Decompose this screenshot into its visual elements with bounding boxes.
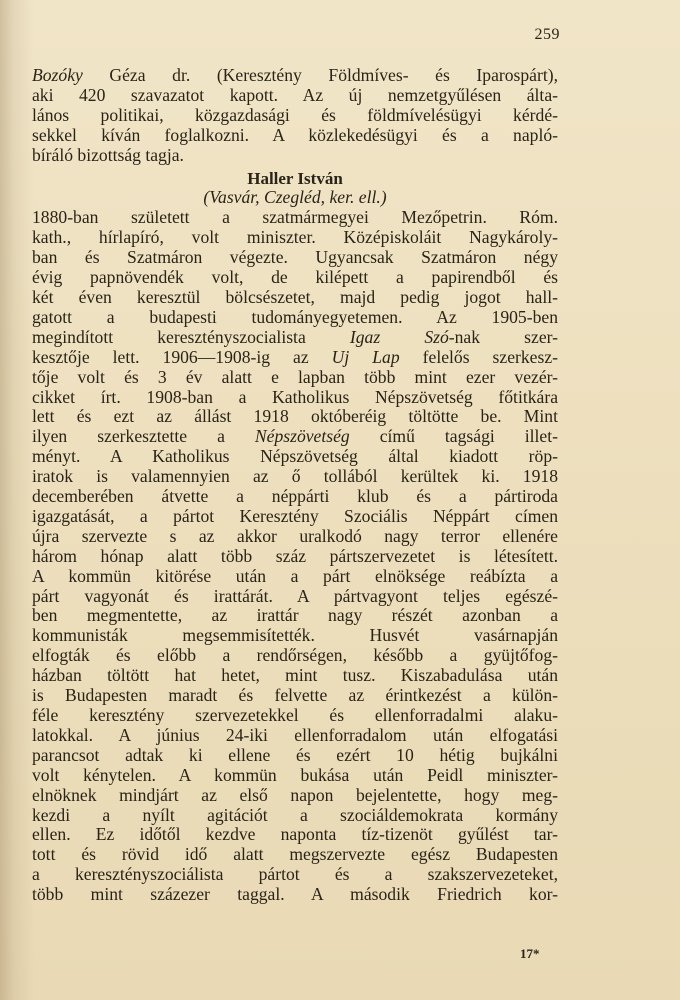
text-run: kath., hírlapíró, volt miniszter. Középiskoláit Nagykároly- bbox=[32, 228, 558, 248]
text-line bbox=[32, 547, 558, 567]
text-line bbox=[32, 527, 558, 547]
text-line bbox=[32, 806, 558, 826]
text-line bbox=[32, 567, 558, 587]
text-run: több mint százezer taggal. A második Friedrich kor- bbox=[32, 885, 558, 905]
text-run: házban töltött hat hetet, mint tusz. Kiszabadulása után bbox=[32, 666, 558, 686]
text-line bbox=[32, 208, 558, 228]
italic-text: Uj Lap bbox=[331, 347, 400, 367]
text-line bbox=[32, 487, 558, 507]
text-run: cikket írt. 1908-ban a Katholikus Népszövetség főtitkára bbox=[32, 387, 558, 407]
text-run: lános politikai, közgazdasági és földmívelésügyi kérdé- bbox=[32, 105, 558, 125]
text-run: latokkal. A június 24-iki ellenforradalom után elfogatási bbox=[32, 725, 558, 745]
text-run: -nak szer- bbox=[448, 327, 558, 347]
text-line bbox=[32, 606, 558, 626]
text-line bbox=[32, 786, 558, 806]
text-line bbox=[32, 228, 558, 248]
italic-text: Vasvár, Czegléd, ker. ell. bbox=[209, 188, 381, 208]
text-run: ) bbox=[380, 188, 387, 208]
text-run: parancsot adtak ki ellene és ezért 10 hétig bujkálni bbox=[32, 745, 558, 765]
text-line bbox=[32, 348, 558, 368]
text-line bbox=[32, 146, 558, 166]
section-subheading bbox=[32, 188, 558, 208]
text-run: felelős szerkesz- bbox=[399, 347, 558, 367]
text-line bbox=[32, 288, 558, 308]
text-line bbox=[32, 726, 558, 746]
text-run: Géza dr. (Keresztény Földmíves- és Iparospárt), bbox=[82, 66, 558, 85]
text-line bbox=[32, 746, 558, 766]
text-run: lett és ezt az állást 1918 októberéig töltötte be. Mint bbox=[32, 407, 558, 427]
text-run: ellen. Ez időtől kezdve naponta tíz-tizenöt gyűlést tar- bbox=[32, 825, 558, 845]
section-heading bbox=[32, 169, 558, 189]
text-run: ményt. A Katholikus Népszövetség által kiadott röp- bbox=[32, 447, 558, 467]
text-line bbox=[32, 885, 558, 905]
text-run: sekkel kíván foglalkozni. A közlekedésügyi és a napló- bbox=[32, 125, 558, 145]
italic-text: Bozóky bbox=[32, 66, 83, 85]
text-line bbox=[32, 106, 558, 126]
text-line bbox=[32, 706, 558, 726]
text-run: tott és rövid idő alatt megszervezte egész Budapesten bbox=[32, 845, 558, 865]
text-run: ben megmentette, az irattár nagy részét azonban a bbox=[32, 606, 558, 626]
text-line bbox=[32, 646, 558, 666]
text-run: kezdi a nyílt agitációt a szociáldemokrata kormány bbox=[32, 805, 558, 825]
text-line bbox=[32, 308, 558, 328]
text-line bbox=[32, 447, 558, 467]
text-run: ( bbox=[203, 188, 210, 208]
text-run: ban és Szatmáron végezte. Ugyancsak Szatmáron négy bbox=[32, 248, 558, 268]
text-run: 1880-ban született a szatmármegyei Mezőpetrin. Róm. bbox=[32, 208, 558, 228]
text-run: című tagsági illet- bbox=[349, 427, 558, 447]
text-run: igazgatását, a pártot Keresztény Szociális Néppárt címen bbox=[32, 506, 558, 526]
text-run: volt kénytelen. A kommün bukása után Peidl miniszter- bbox=[32, 765, 558, 785]
signature-mark: 17* bbox=[520, 946, 540, 961]
text-line bbox=[32, 248, 558, 268]
text-run: tője volt és 3 év alatt e lapban több mint ezer vezér- bbox=[32, 367, 558, 387]
text-run: decemberében átvette a néppárti klub és a pártiroda bbox=[32, 487, 558, 507]
text-line bbox=[32, 587, 558, 607]
text-run: megindított keresztényszocialista bbox=[32, 327, 350, 347]
text-line bbox=[32, 865, 558, 885]
text-run: bíráló bizottság tagja. bbox=[32, 145, 184, 165]
text-run: A kommün kitörése után a párt elnöksége reábízta a bbox=[32, 566, 558, 586]
text-line bbox=[32, 766, 558, 786]
text-run: gatott a budapesti tudományegyetemen. Az 1905-ben bbox=[32, 307, 558, 327]
page-number: 259 bbox=[534, 26, 560, 43]
text-line bbox=[32, 467, 558, 487]
text-run: párt vagyonát és irattárát. A pártvagyont teljes egészé- bbox=[32, 586, 558, 606]
text-run: ilyen szerkesztette a bbox=[32, 427, 255, 447]
text-line bbox=[32, 407, 558, 427]
text-line bbox=[32, 626, 558, 646]
text-run: kommunisták megsemmisítették. Husvét vasárnapján bbox=[32, 626, 558, 646]
text-run: kesztője lett. 1906—1908-ig az bbox=[32, 347, 332, 367]
italic-text: Igaz Szó bbox=[349, 327, 449, 347]
text-run: két éven keresztül bölcsészetet, majd pedig jogot hall- bbox=[32, 287, 558, 307]
text-run: elnöknek mindjárt az első napon bejelentette, hogy meg- bbox=[32, 785, 558, 805]
text-line bbox=[32, 66, 558, 86]
text-run: féle keresztény szervezetekkel és ellenforradalmi alaku- bbox=[32, 706, 558, 725]
text-line bbox=[32, 686, 558, 706]
text-line bbox=[32, 507, 558, 527]
body-text bbox=[32, 66, 558, 905]
text-run: iratok is valamennyien az ő tollából kerültek ki. 1918 bbox=[32, 467, 558, 487]
text-run: Haller István bbox=[247, 168, 343, 188]
italic-text: Népszövetség bbox=[254, 427, 350, 447]
text-run: is Budapesten maradt és felvette az érintkezést a külön- bbox=[32, 686, 558, 706]
text-line bbox=[32, 845, 558, 865]
text-line bbox=[32, 86, 558, 106]
text-line bbox=[32, 388, 558, 408]
text-run: aki 420 szavazatot kapott. Az új nemzetgyűlésen álta- bbox=[32, 85, 558, 105]
text-line bbox=[32, 328, 558, 348]
text-line bbox=[32, 666, 558, 686]
text-line bbox=[32, 126, 558, 146]
text-run: elfogták és előbb a rendőrségen, később a gyüjtőfog- bbox=[32, 646, 558, 666]
text-run: a keresztényszociálista pártot és a szakszervezeteket, bbox=[32, 865, 558, 885]
text-run: újra szervezte s az akkor uralkodó nagy terror ellenére bbox=[32, 526, 558, 546]
text-run: évig papnövendék volt, de kilépett a papirendből és bbox=[32, 268, 558, 288]
text-run: három hónap alatt több száz pártszervezetet is létesített. bbox=[32, 546, 558, 566]
text-line bbox=[32, 268, 558, 288]
text-line bbox=[32, 368, 558, 388]
text-line bbox=[32, 825, 558, 845]
text-line bbox=[32, 427, 558, 447]
